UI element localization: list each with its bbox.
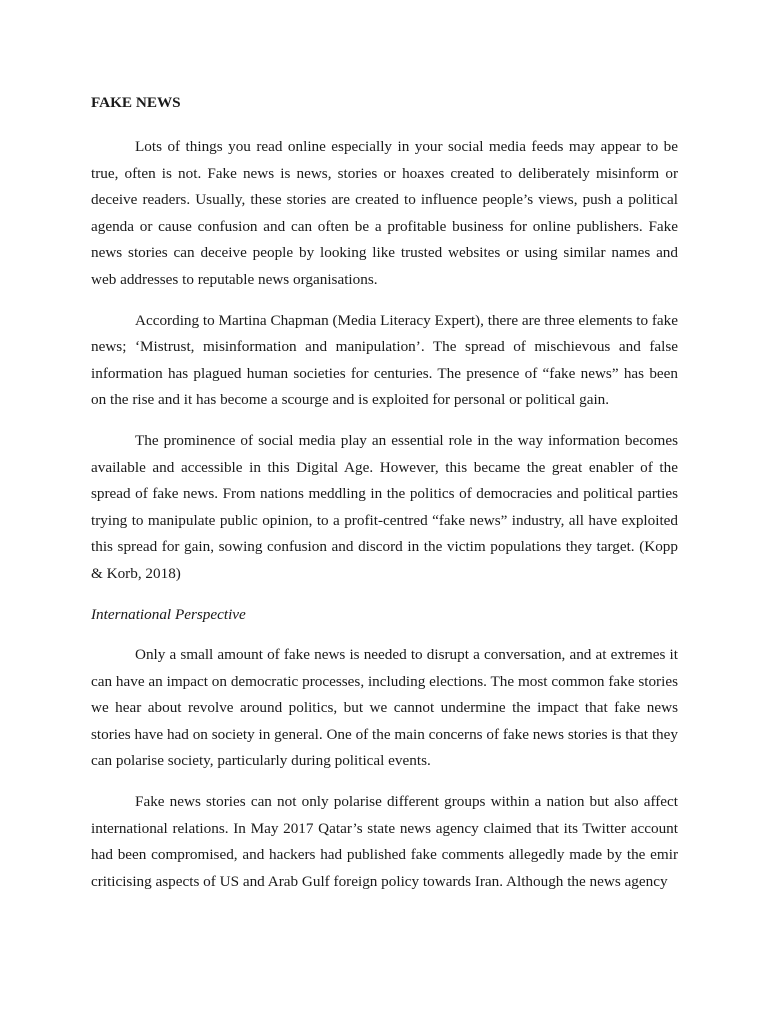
- page-title: FAKE NEWS: [91, 94, 181, 111]
- paragraph-three-elements: According to Martina Chapman (Media Literacy Expert), there are three elements to fake news; ‘Mistrust, misinformation and manipulation’. The spread of mischievous and false information has plagued human societies for centuries. The presence of “fake news” has been on the rise and it has become a scourge and is exploited for personal or political gain.: [91, 311, 678, 409]
- document-body: [91, 90, 678, 909]
- paragraph-international-relations: Fake news stories can not only polarise different groups within a nation but also affect international relations. In May 2017 Qatar’s state news agency claimed that its Twitter account had been compromised, and hackers had published fake comments allegedly made by the emir criticising aspects of US and Arab Gulf foreign policy towards Iran. Although the news agency: [91, 793, 678, 890]
- paragraph-social-media: The prominence of social media play an essential role in the way information becomes available and accessible in this Digital Age. However, this became the great enabler of the spread of fake news. From nations meddling in the politics of democracies and political parties trying to manipulate public opinion, to a profit-centred “fake news” industry, all have exploited this spread for gain, sowing confusion and discord in the victim populations they target. (Kopp & Korb, 2018): [91, 431, 678, 582]
- paragraph-disrupt-conversation: Only a small amount of fake news is needed to disrupt a conversation, and at extremes it can have an impact on democratic processes, including elections. The most common fake stories we hear about revolve around politics, but we cannot undermine the impact that fake news stories have had on society in general. One of the main concerns of fake news stories is that they can polarise society, particularly during political events.: [91, 646, 678, 770]
- paragraph-fake-news-definition: Lots of things you read online especially in your social media feeds may appear to be true, often is not. Fake news is news, stories or hoaxes created to deliberately misinform or deceive readers. Usually, these stories are created to influence people’s views, push a political agenda or cause confusion and can often be a profitable business for online publishers. Fake news stories can deceive people by looking like trusted websites or using similar names and web addresses to reputable news organisations.: [91, 138, 678, 288]
- section-heading-international: International Perspective: [91, 605, 246, 623]
